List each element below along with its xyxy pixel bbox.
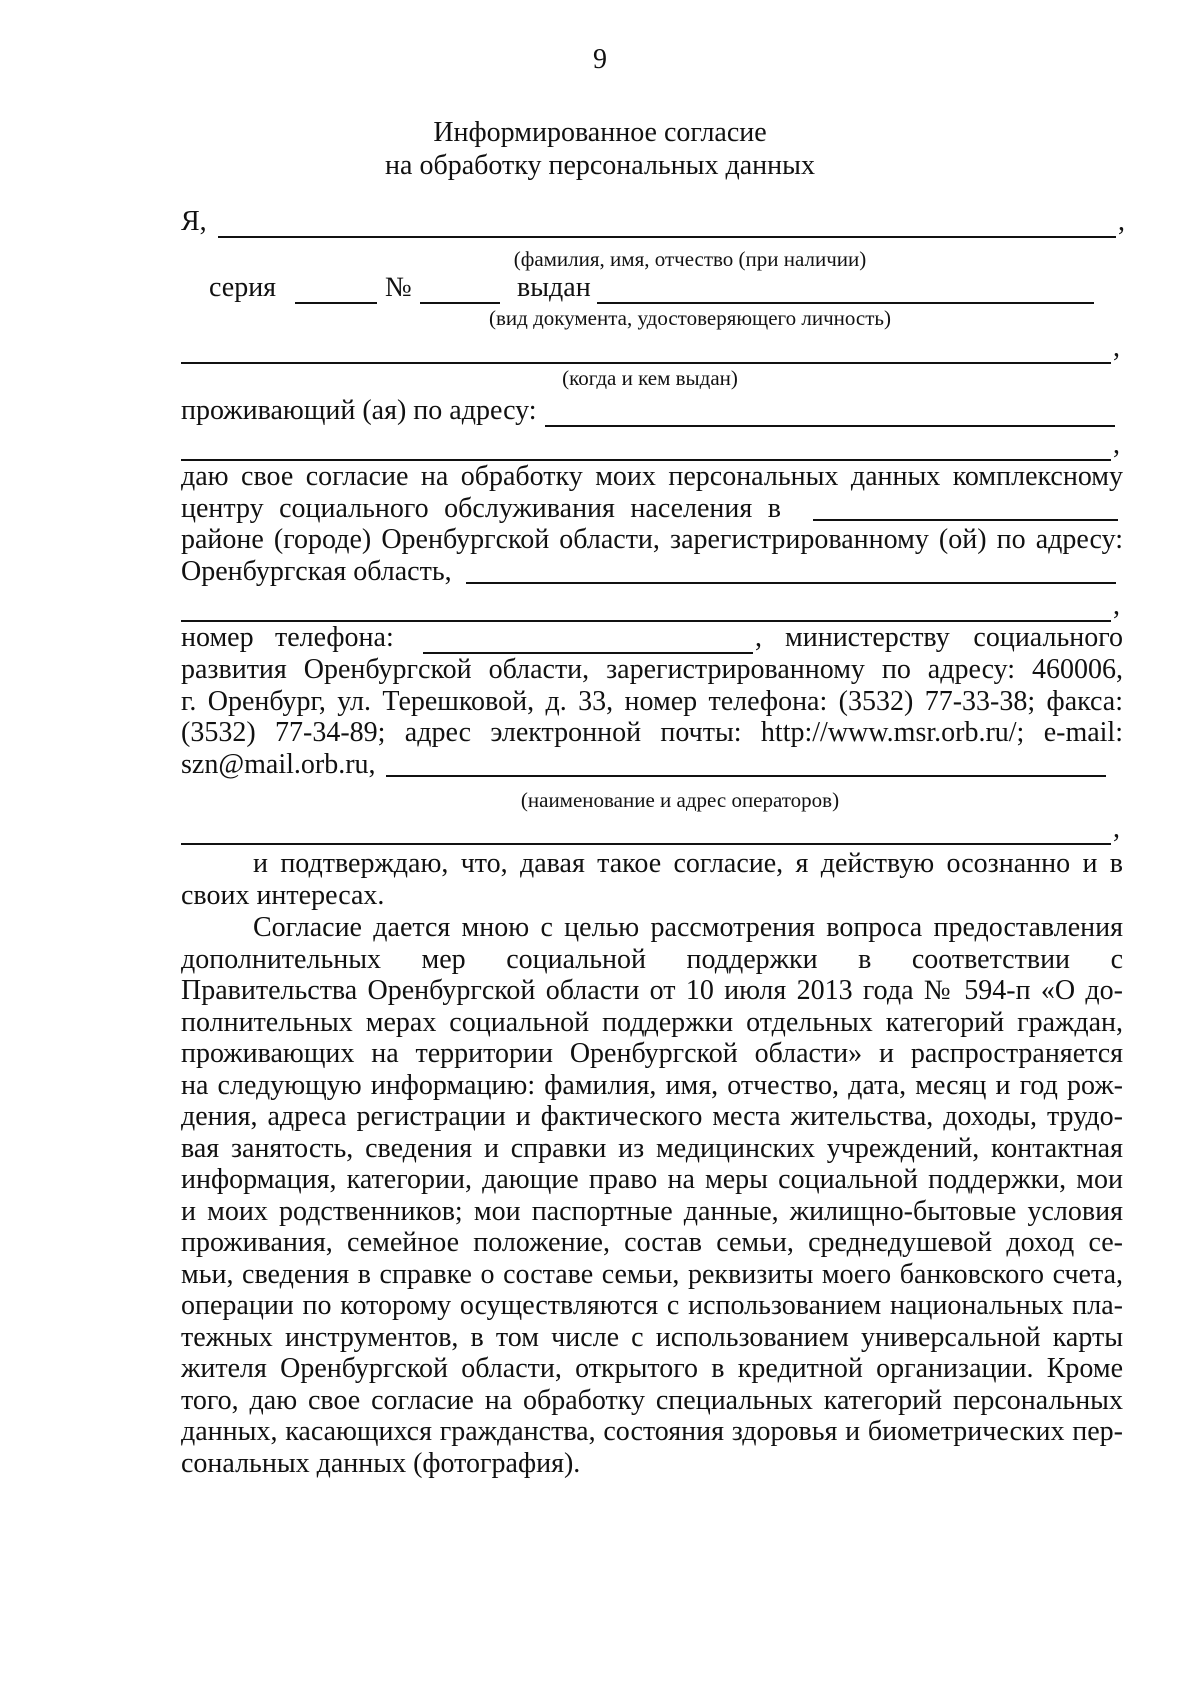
ministry-email-text: szn@mail.orb.ru, [181, 748, 376, 780]
consent-line-text: Оренбургская область, [181, 555, 452, 587]
issued-blank[interactable] [597, 302, 1094, 304]
operators-blank[interactable] [386, 774, 1106, 777]
caption-issued-by: (когда и кем выдан) [562, 366, 738, 390]
caption-operators: (наименование и адрес операторов) [520, 788, 840, 812]
phone-word-4: социального [973, 622, 1123, 653]
purpose-paragraph [181, 912, 1123, 1479]
purpose-line: того, даю свое согласие на обработку специальных категорий персональных [181, 1384, 1123, 1416]
operators-blank-2[interactable] [181, 843, 1111, 845]
purpose-line: дения, адреса регистрации и фактического места жительства, доходы, трудо- [181, 1101, 1123, 1132]
comma-address: , [1113, 429, 1120, 460]
purpose-line: Согласие дается мною с целью рассмотрения вопроса предоставления [253, 912, 1123, 943]
purpose-line: Правительства Оренбургской области от 10 июля 2013 года № 594-п «О до- [181, 975, 1123, 1006]
confirm-paragraph [181, 848, 1123, 911]
purpose-line: жителя Оренбургской области, открытого в кредитной организации. Кроме [181, 1353, 1123, 1384]
consent-paragraph [181, 461, 1123, 587]
label-issued: выдан [517, 272, 591, 303]
purpose-line: операции по которому осуществляются с использованием национальных пла- [181, 1290, 1123, 1321]
label-number: № [385, 272, 412, 303]
label-ya: Я, [181, 206, 207, 237]
title-line-1: Информированное согласие [433, 117, 767, 148]
purpose-line: тежных инструментов, в том числе с использованием универсальной карты [181, 1321, 1123, 1353]
ministry-line: развития Оренбургской области, зарегистрированному по адресу: 460006, [181, 654, 1123, 685]
phone-comma: , [755, 622, 762, 653]
consent-line [181, 493, 1123, 525]
center-address-blank[interactable] [466, 581, 1116, 584]
consent-line [181, 556, 1123, 588]
purpose-line: информация, категории, дающие право на меры социальной поддержки, мои [181, 1164, 1123, 1195]
label-address: проживающий (ая) по адресу: [181, 395, 537, 426]
purpose-line: мьи, сведения в справке о составе семьи, реквизиты моего банковского счета, [181, 1258, 1123, 1290]
caption-document: (вид документа, удостоверяющего личность) [488, 306, 891, 330]
consent-line: даю свое согласие на обработку моих персональных данных комплексному [181, 461, 1123, 492]
address-blank[interactable] [545, 425, 1115, 427]
ministry-line [181, 749, 1123, 781]
purpose-line: полнительных мерах социальной поддержки отдельных категорий граждан, [181, 1006, 1123, 1038]
comma-issued-by: , [1113, 332, 1120, 363]
consent-line-text: центру социального обслуживания населения в [181, 492, 781, 524]
number-blank[interactable] [420, 302, 500, 304]
purpose-line: дополнительных мер социальной поддержки в соответствии с [181, 943, 1123, 975]
page-number: 9 [593, 44, 607, 75]
consent-line: районе (городе) Оренбургской области, зарегистрированному (ой) по адресу: [181, 524, 1123, 555]
caption-fio: (фамилия, имя, отчество (при наличии) [513, 247, 867, 271]
ministry-line: (3532) 77-34-89; адрес электронной почты: http://www.msr.orb.ru/; e-mail: [181, 717, 1123, 748]
ministry-paragraph [181, 654, 1123, 780]
purpose-line: и моих родственников; мои паспортные данные, жилищно-бытовые условия [181, 1195, 1123, 1227]
purpose-line: вая занятость, сведения и справки из медицинских учреждений, контактная [181, 1132, 1123, 1164]
phone-word-1: номер [181, 622, 254, 653]
comma-center: , [1113, 590, 1120, 621]
title-line-2: на обработку персональных данных [385, 150, 815, 181]
purpose-line: сональных данных (фотография). [181, 1447, 581, 1479]
fio-blank[interactable] [218, 236, 1116, 238]
phone-word-3: министерству [785, 622, 950, 653]
comma-fio: , [1118, 206, 1125, 237]
confirm-line: своих интересах. [181, 879, 385, 911]
district-blank[interactable] [813, 518, 1118, 521]
purpose-line: данных, касающихся гражданства, состояния здоровья и биометрических пер- [181, 1416, 1123, 1447]
purpose-line: проживания, семейное положение, состав семьи, среднедушевой доход се- [181, 1227, 1123, 1258]
ministry-line: г. Оренбург, ул. Терешковой, д. 33, номер телефона: (3532) 77-33-38; факса: [181, 685, 1123, 717]
comma-operators: , [1113, 813, 1120, 844]
purpose-line: проживающих на территории Оренбургской области» и распространяется [181, 1038, 1123, 1069]
seria-blank[interactable] [295, 302, 377, 304]
confirm-line: и подтверждаю, что, давая такое согласие, я действую осознанно и в [253, 848, 1123, 879]
phone-word-2: телефона: [275, 622, 394, 653]
label-seria: серия [209, 272, 277, 303]
issued-by-blank[interactable] [181, 362, 1111, 364]
purpose-line: на следующую информацию: фамилия, имя, отчество, дата, месяц и год рож- [181, 1069, 1123, 1101]
